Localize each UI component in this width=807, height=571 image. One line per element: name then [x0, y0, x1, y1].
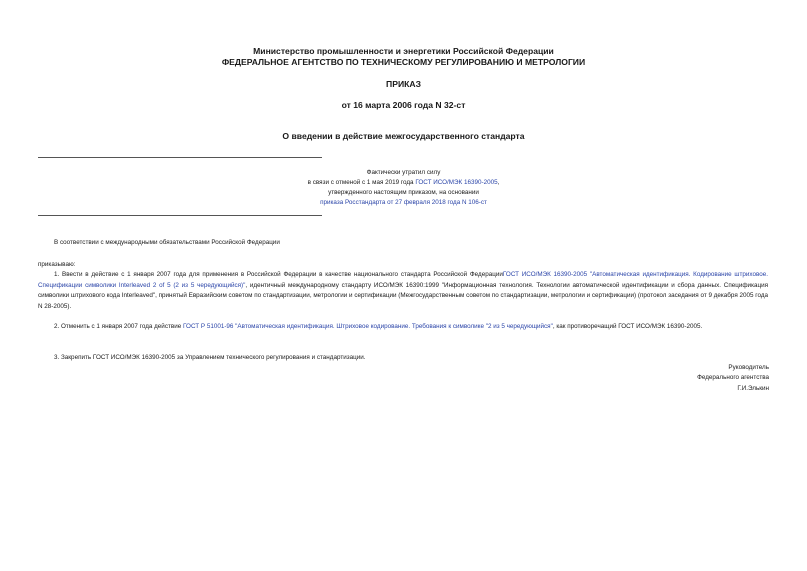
status-line-2 — [0, 178, 807, 188]
status-line-2-suffix: , — [497, 179, 500, 186]
item-1 — [38, 270, 768, 312]
document-type: ПРИКАЗ — [386, 79, 421, 89]
document-subject: О введении в действие межгосударственного стандарта — [282, 131, 525, 141]
status-line-3: утвержденного настоящим приказом, на основании — [328, 189, 479, 196]
signature-block — [697, 363, 769, 394]
rosstandart-order-link[interactable]: приказа Росстандарта от 27 февраля 2018 года N 106-ст — [320, 199, 487, 206]
gost-iso-16390-link[interactable]: ГОСТ ИСО/МЭК 16390-2005 — [415, 179, 498, 186]
item-2 — [38, 322, 768, 333]
signature-line-1: Руководитель — [728, 364, 769, 371]
agency-name: ФЕДЕРАЛЬНОЕ АГЕНТСТВО ПО ТЕХНИЧЕСКОМУ РЕГУЛИРОВАНИЮ И МЕТРОЛОГИИ — [221, 57, 586, 67]
item-2-text-a: 2. Отменить с 1 января 2007 года действие — [54, 323, 183, 330]
divider-top — [38, 157, 322, 158]
status-note — [0, 168, 807, 208]
item-3: 3. Закрепить ГОСТ ИСО/МЭК 16390-2005 за Управлением технического регулирования и стандартизации. — [54, 354, 366, 361]
order-word: приказываю: — [38, 261, 76, 268]
status-line-2-prefix: в связи с отменой с 1 мая 2019 года — [307, 179, 416, 186]
ministry-name: Министерство промышленности и энергетики Российской Федерации — [253, 46, 554, 56]
gost-16390-link[interactable]: ГОСТ ИСО/МЭК 16390-2005 "Автоматическая идентификация. Кодирование штриховое. Спецификации символики Interleaved 2 of 5 (2 из 5 чередующийся)" — [38, 271, 768, 289]
item-1-text-b: , идентичный международному стандарту ИСО/МЭК 16390:1999 "Информационная технология. Технологии автоматической идентификации и сбора данных. Спецификация символики штрихового кода Interleaved", принятый Евразийским советом по стандартизации, метрологии и сертификации (Межгосударственным советом по стандартизации, метрологии и сертификации) (протокол заседания от 9 декабря 2005 года N 28-2005). — [38, 281, 768, 310]
preamble: В соответствии с международными обязательствами Российской Федерации — [54, 239, 280, 246]
status-line-1: Фактически утратил силу — [366, 169, 441, 176]
signature-line-2: Федерального агентства — [697, 374, 769, 382]
item-1-text-a: 1. Ввести в действие с 1 января 2007 года для применения в Российской Федерации в качестве национального стандарта Российской Федерации — [54, 271, 503, 278]
signature-name: Г.И.Элькин — [737, 384, 769, 392]
item-2-text-b: , как противоречащий ГОСТ ИСО/МЭК 16390-2005. — [552, 323, 703, 330]
gost-r-51001-link[interactable]: ГОСТ Р 51001-96 "Автоматическая идентификация. Штриховое кодирование. Требования к символике "2 из 5 чередующийся" — [182, 323, 553, 330]
divider-bottom — [38, 215, 322, 216]
document-date-number: от 16 марта 2006 года N 32-ст — [341, 100, 466, 110]
